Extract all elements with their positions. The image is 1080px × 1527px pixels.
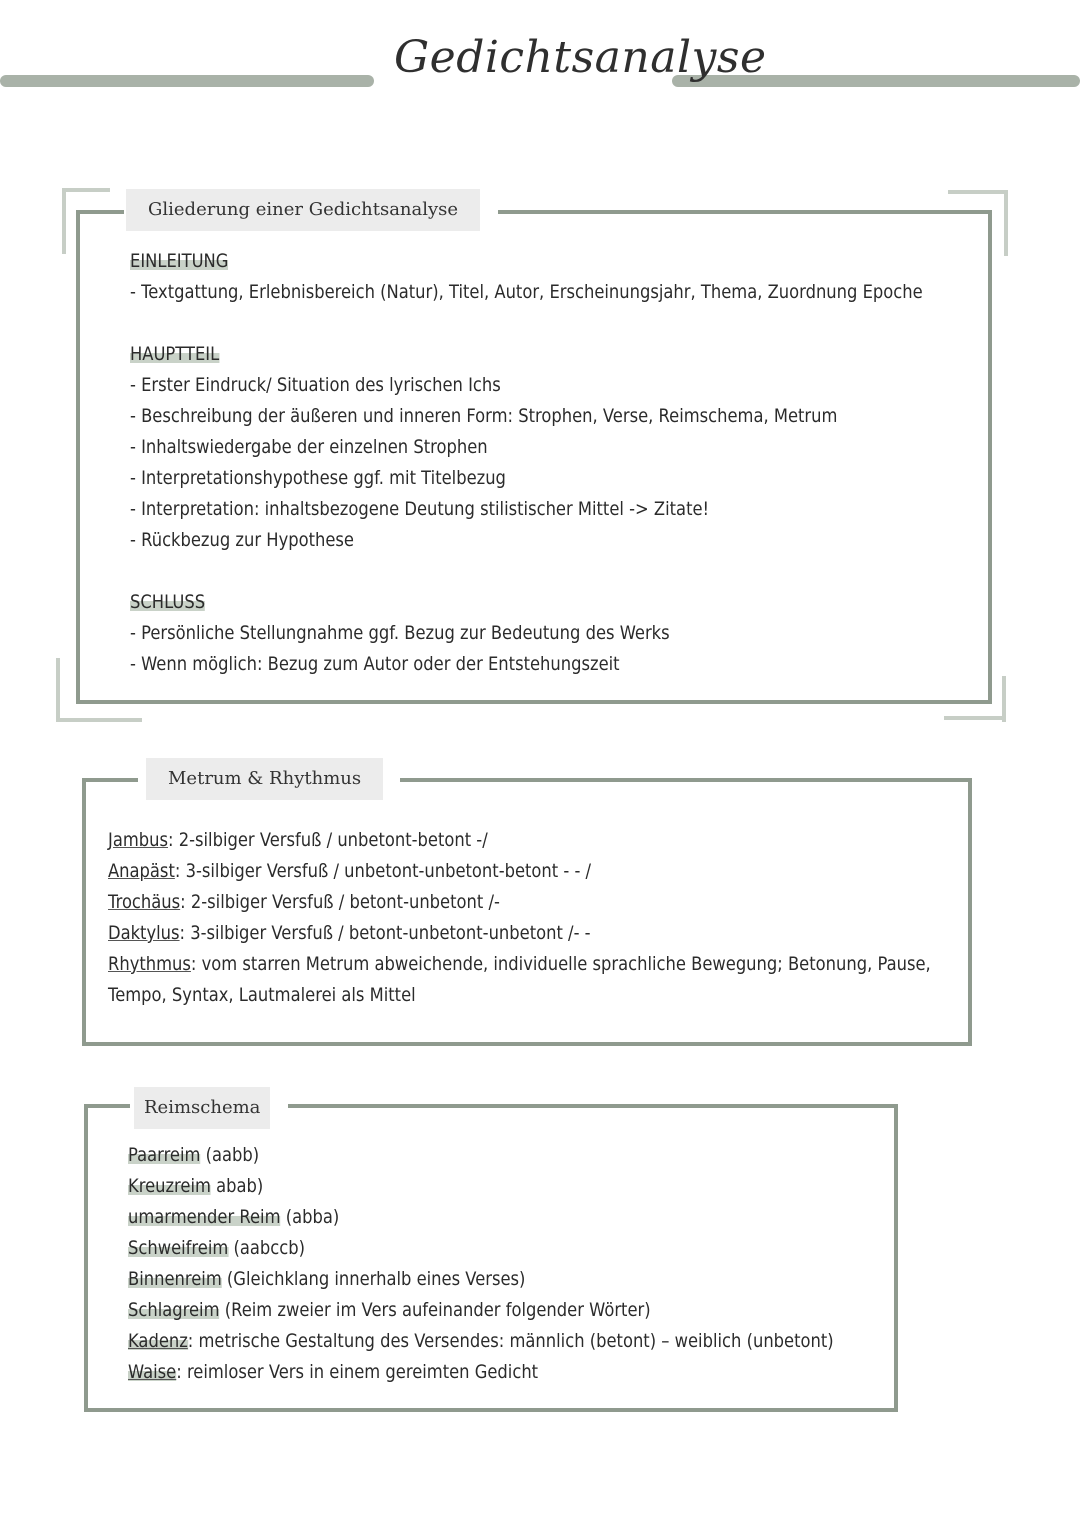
definition: (aabccb) [228, 1237, 305, 1259]
section-heading: Gliederung einer Gedichtsanalyse [126, 189, 480, 231]
term: Rhythmus [108, 953, 191, 975]
corner-top-left-v [62, 188, 66, 254]
hauptteil-item: - Beschreibung der äußeren und inneren Form: Strophen, Verse, Reimschema, Metrum [130, 405, 838, 427]
metrum-item [108, 860, 591, 882]
frame-top-right [288, 1104, 898, 1108]
term: Kreuzreim [128, 1175, 211, 1197]
hauptteil-item: - Interpretationshypothese ggf. mit Titelbezug [130, 467, 506, 489]
definition: : 3-silbiger Versfuß / betont-unbetont-unbetont /- - [179, 922, 591, 944]
frame-top-right [400, 778, 972, 782]
definition: : 2-silbiger Versfuß / betont-unbetont /- [180, 891, 500, 913]
term: Waise [128, 1361, 177, 1383]
page-title: Gedichtsanalyse [394, 32, 767, 83]
term: Anapäst [108, 860, 175, 882]
frame-right [894, 1104, 898, 1412]
frame-top-left [82, 778, 138, 782]
term: Kadenz [128, 1330, 188, 1352]
definition: abab) [210, 1175, 264, 1197]
term: Paarreim [128, 1144, 201, 1166]
term: Daktylus [108, 922, 180, 944]
frame-bottom [76, 700, 992, 704]
hauptteil-item: - Interpretation: inhaltsbezogene Deutung stilistischer Mittel -> Zitate! [130, 498, 710, 520]
term: umarmender Reim [128, 1206, 281, 1228]
reim-item [128, 1330, 834, 1352]
frame-top-left [76, 210, 124, 214]
frame-top-left [84, 1104, 130, 1108]
definition: (abba) [280, 1206, 340, 1228]
section-heading: Metrum & Rhythmus [146, 758, 383, 800]
frame-right [988, 210, 992, 704]
metrum-continuation: Tempo, Syntax, Lautmalerei als Mittel [108, 984, 416, 1006]
definition: : 2-silbiger Versfuß / unbetont-betont -/ [167, 829, 488, 851]
term: Trochäus [108, 891, 181, 913]
definition: (Gleichklang innerhalb eines Verses) [221, 1268, 526, 1290]
definition: (aabb) [200, 1144, 260, 1166]
frame-left [84, 1104, 88, 1412]
reim-item [128, 1206, 339, 1228]
reim-item [128, 1299, 651, 1321]
metrum-item [108, 922, 591, 944]
corner-top-left-h [62, 188, 110, 192]
definition: : vom starren Metrum abweichende, individuelle sprachliche Bewegung; Betonung, Pause, [190, 953, 931, 975]
frame-bottom [82, 1042, 972, 1046]
einleitung-item: - Textgattung, Erlebnisbereich (Natur), Titel, Autor, Erscheinungsjahr, Thema, Zuordnung Epoche [130, 281, 923, 303]
corner-bottom-right-h [944, 716, 1006, 720]
term: Schweifreim [128, 1237, 229, 1259]
frame-left [76, 210, 80, 704]
schluss-label: SCHLUSS [130, 591, 206, 613]
definition: : metrische Gestaltung des Versendes: männlich (betont) – weiblich (unbetont) [187, 1330, 834, 1352]
metrum-item [108, 891, 500, 913]
term: Jambus [108, 829, 168, 851]
definition: : reimloser Vers in einem gereimten Gedicht [176, 1361, 539, 1383]
corner-bottom-left-h [56, 718, 142, 722]
metrum-item [108, 953, 931, 975]
section-heading: Reimschema [134, 1087, 270, 1129]
term: Schlagreim [128, 1299, 220, 1321]
corner-bottom-left-v [56, 658, 60, 722]
definition: : 3-silbiger Versfuß / unbetont-unbetont-betont - - / [174, 860, 592, 882]
frame-top-right [498, 210, 992, 214]
schluss-item: - Wenn möglich: Bezug zum Autor oder der Entstehungszeit [130, 653, 620, 675]
frame-right [968, 778, 972, 1046]
title-bar-left [0, 75, 374, 87]
frame-left [82, 778, 86, 1046]
reim-item [128, 1268, 525, 1290]
hauptteil-label: HAUPTTEIL [130, 343, 220, 365]
corner-top-right-v [1004, 190, 1008, 256]
reim-item [128, 1237, 305, 1259]
reim-item [128, 1144, 259, 1166]
reim-item [128, 1175, 263, 1197]
metrum-item [108, 829, 488, 851]
einleitung-label: EINLEITUNG [130, 250, 229, 272]
schluss-item: - Persönliche Stellungnahme ggf. Bezug zur Bedeutung des Werks [130, 622, 670, 644]
hauptteil-item: - Erster Eindruck/ Situation des lyrischen Ichs [130, 374, 501, 396]
definition: (Reim zweier im Vers aufeinander folgender Wörter) [219, 1299, 651, 1321]
hauptteil-item: - Rückbezug zur Hypothese [130, 529, 354, 551]
reim-item [128, 1361, 538, 1383]
corner-top-right-h [948, 190, 1008, 194]
frame-bottom [84, 1408, 898, 1412]
term: Binnenreim [128, 1268, 222, 1290]
hauptteil-item: - Inhaltswiedergabe der einzelnen Strophen [130, 436, 488, 458]
